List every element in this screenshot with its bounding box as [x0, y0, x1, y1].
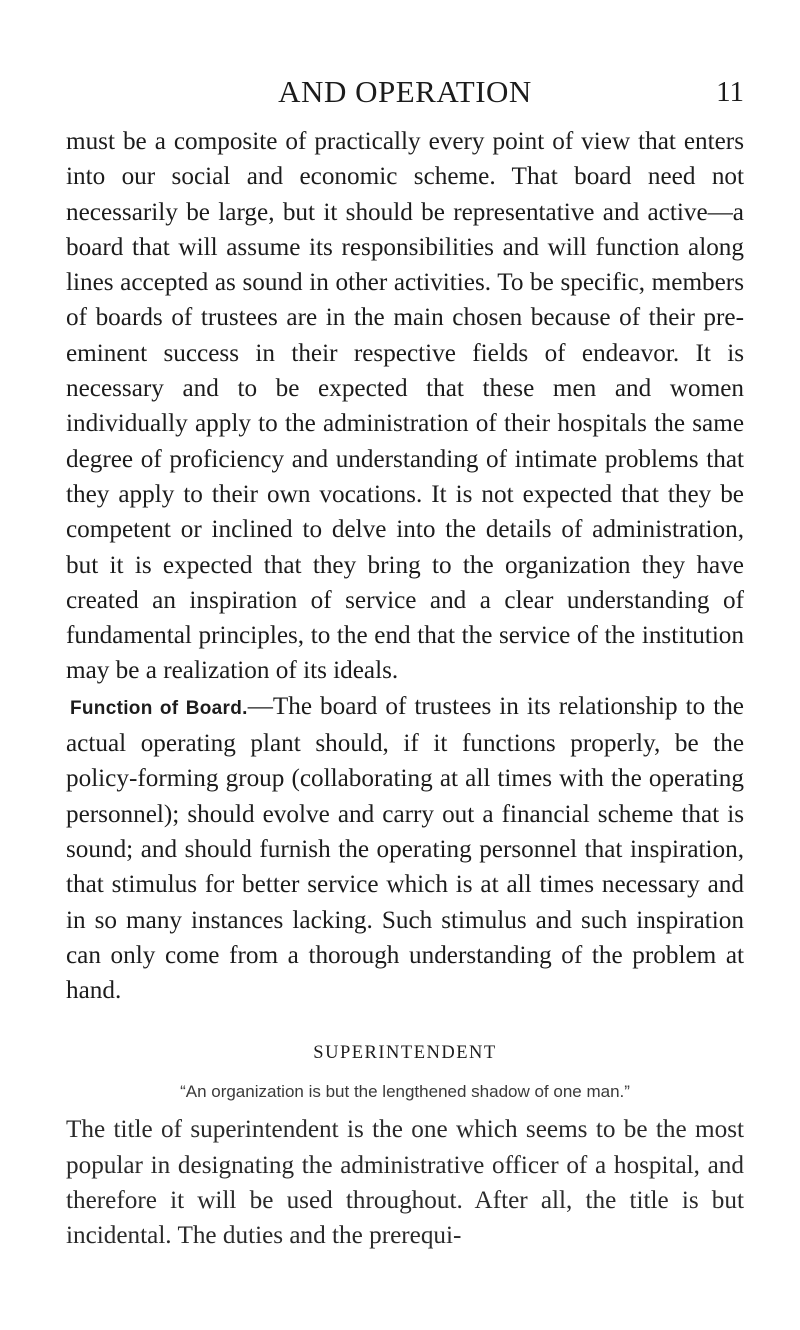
running-title: AND OPERATION [278, 74, 532, 109]
page-number: 11 [716, 76, 744, 108]
paragraph-board-composition: must be a composite of practically every point of view that enters into our social and economic scheme. That board need not necessarily be large, but it should be representative and active—a board that will assume its responsibilities and will function along lines accepted as sound in other activities. To be specific, members of boards of trustees are in the main chosen because of their pre-eminent success in their respective fields of endeavor. It is necessary and to be expected that these men and women individually apply to the administration of their hospitals the same degree of proficiency and understanding of intimate problems that they apply to their own vocations. It is not expected that they be competent or inclined to delve into the details of administration, but it is expected that they bring to the organization they have created an inspiration of service and a clear understanding of fundamental principles, to the end that the service of the institution may be a realization of its ideals. [66, 128, 744, 685]
book-page [66, 72, 744, 1254]
paragraph-function-text: —The board of trustees in its relationship to the actual operating plant should, if it functions properly, be the policy-forming group (collaborating at all times with the operating personnel); should evolve and carry out a financial scheme that is sound; and should furnish the operating personnel that inspiration, that stimulus for better service which is at all times necessary and in so many instances lacking. Such stimulus and such inspiration can only come from a thorough understanding of the problem at hand. [66, 692, 744, 1005]
paragraph-superintendent: The title of superintendent is the one which seems to be the most popular in designating the administrative officer of a hospital, and therefore it will be used throughout. After all, the title is but incidental. The duties and the prerequi- [66, 1116, 744, 1250]
paragraph-function-of-board [66, 689, 744, 1009]
run-in-heading: Function of Board. [70, 697, 248, 719]
epigraph: “An organization is but the lengthened shadow of one man.” [180, 1082, 630, 1102]
running-head [66, 72, 744, 112]
section-heading: SUPERINTENDENT [313, 1043, 497, 1064]
